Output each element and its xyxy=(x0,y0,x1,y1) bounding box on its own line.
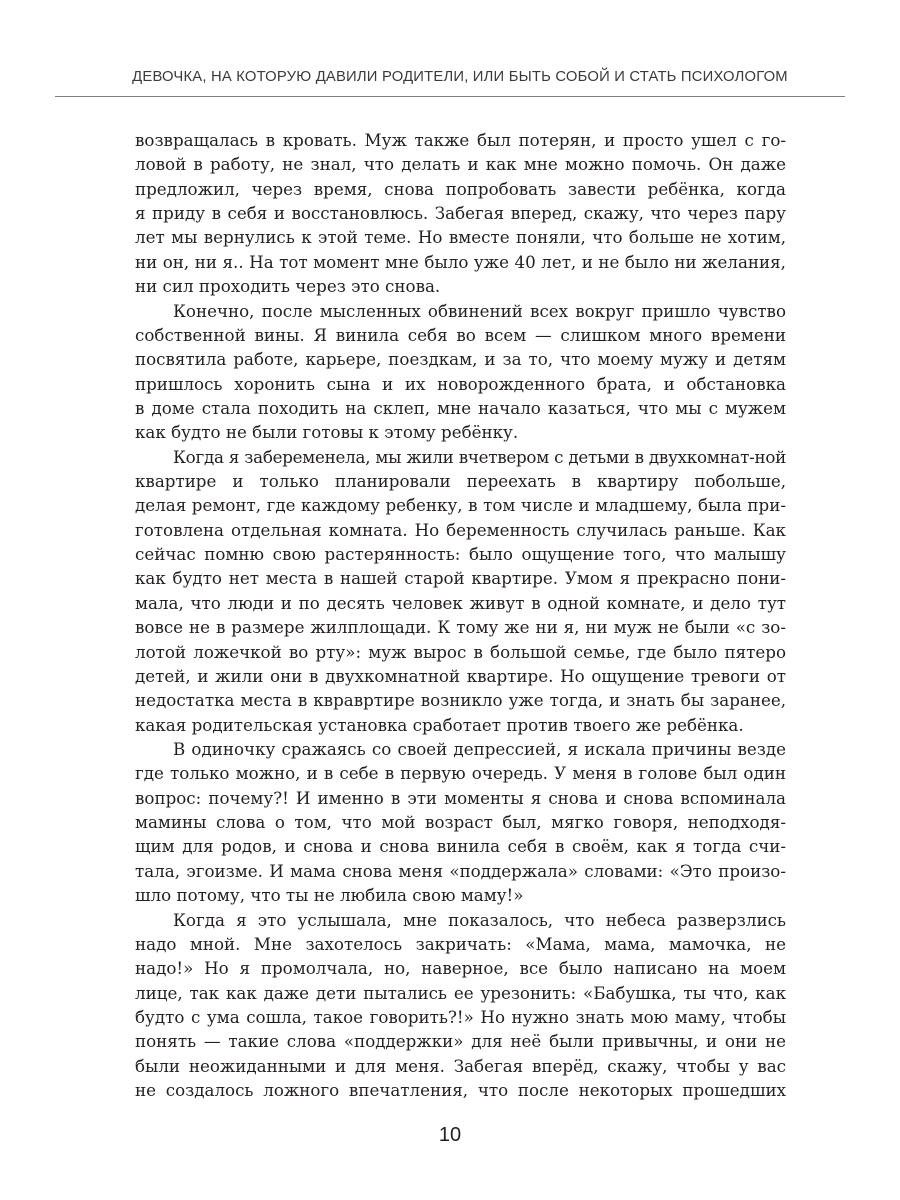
text-line: тала, эгоизме. И мама снова меня «поддержала» словами: «Это произо- xyxy=(135,860,786,881)
paragraph-end-line: шло потому, что ты не любила свою маму!» xyxy=(135,885,524,906)
text-line: лет мы вернулись к этой теме. Но вместе поняли, что больше не хотим, xyxy=(135,227,786,248)
text-line: мамины слова о том, что мой возраст был, мягко говоря, неподходя- xyxy=(135,812,786,833)
text-line: детей, и жили они в двухкомнатной квартире. Но ощущение тревоги от xyxy=(135,665,786,686)
paragraph-end-line: ни сил проходить через это снова. xyxy=(135,276,441,297)
text-line: как будто нет места в нашей старой квартире. Умом я прекрасно пони- xyxy=(135,568,786,589)
text-line: в доме стала походить на склеп, мне начало казаться, что мы с мужем xyxy=(135,397,786,418)
paragraph-end-line: как будто не были готовы к этому ребёнку. xyxy=(135,422,519,443)
text-line: не создалось ложного впечатления, что после некоторых прошедших xyxy=(135,1080,786,1101)
text-line: надо мной. Мне захотелось закричать: «Мама, мама, мамочка, не xyxy=(135,933,786,954)
text-line: надо!» Но я промолчала, но, наверное, все было написано на моем xyxy=(135,958,786,979)
text-line: сейчас помню свою растерянность: было ощущение того, что малышу xyxy=(135,544,786,565)
text-line: ловой в работу, не знал, что делать и как мне можно помочь. Он даже xyxy=(135,154,786,175)
body-text xyxy=(135,128,786,1102)
text-line: лице, так как даже дети пытались ее урезонить: «Бабушка, ты что, как xyxy=(135,982,786,1003)
text-line: квартире и только планировали переехать в квартиру побольше, xyxy=(135,471,786,492)
header-rule xyxy=(55,96,845,97)
text-line: ни он, ни я.. На тот момент мне было уже 40 лет, и не было ни желания, xyxy=(135,251,786,272)
text-line: пришлось хоронить сына и их новорожденного брата, и обстановка xyxy=(135,373,786,394)
paragraph-first-line: В одиночку сражаясь со своей депрессией, я искала причины везде xyxy=(173,738,786,759)
text-line: лотой ложечкой во рту»: муж вырос в большой семье, где было пятеро xyxy=(135,641,786,662)
text-line: будто с ума сошла, такое говорить?!» Но нужно знать мою маму, чтобы xyxy=(135,1006,786,1027)
text-line: вопрос: почему?! И именно в эти моменты я снова и снова вспоминала xyxy=(135,787,786,808)
text-line: готовлена отдельная комната. Но беременность случилась раньше. Как xyxy=(135,519,786,540)
text-line: я приду в себя и восстановлюсь. Забегая вперед, скажу, что через пару xyxy=(135,203,786,224)
running-header: ДЕВОЧКА, НА КОТОРУЮ ДАВИЛИ РОДИТЕЛИ, ИЛИ БЫТЬ СОБОЙ И СТАТЬ ПСИХОЛОГОМ xyxy=(132,69,788,85)
text-line: мала, что люди и по десять человек живут в одной комнате, и дело тут xyxy=(135,592,786,613)
text-line: вовсе не в размере жилплощади. К тому же ни я, ни муж не были «с зо- xyxy=(135,617,786,638)
paragraph-first-line: Конечно, после мысленных обвинений всех вокруг пришло чувство xyxy=(173,300,786,321)
paragraph-first-line: Когда я это услышала, мне показалось, что небеса разверзлись xyxy=(173,909,786,930)
text-line: понять — такие слова «поддержки» для неё были привычны, и они не xyxy=(135,1031,786,1052)
text-line: собственной вины. Я винила себя во всем — слишком много времени xyxy=(135,324,786,345)
page-number: 10 xyxy=(438,1124,462,1146)
text-line: были неожиданными и для меня. Забегая вперёд, скажу, чтобы у вас xyxy=(135,1055,786,1076)
text-line: недостатка места в квравртире возникло уже тогда, и знать бы заранее, xyxy=(135,690,786,711)
text-line: делая ремонт, где каждому ребенку, в том числе и младшему, была при- xyxy=(135,495,786,516)
text-line: посвятила работе, карьере, поездкам, и за то, что моему мужу и детям xyxy=(135,349,786,370)
text-line: возвращалась в кровать. Муж также был потерян, и просто ушел с го- xyxy=(135,130,786,150)
paragraph-end-line: какая родительская установка сработает против твоего же ребёнка. xyxy=(135,714,744,735)
text-line: где только можно, и в себе в первую очередь. У меня в голове был один xyxy=(135,763,786,784)
paragraph-first-line: Когда я забеременела, мы жили вчетвером с детьми в двухкомнат-ной xyxy=(173,446,786,467)
text-line: предложил, через время, снова попробовать завести ребёнка, когда xyxy=(135,178,786,199)
text-line: щим для родов, и снова и снова винила себя в своём, как я тогда счи- xyxy=(135,836,786,857)
